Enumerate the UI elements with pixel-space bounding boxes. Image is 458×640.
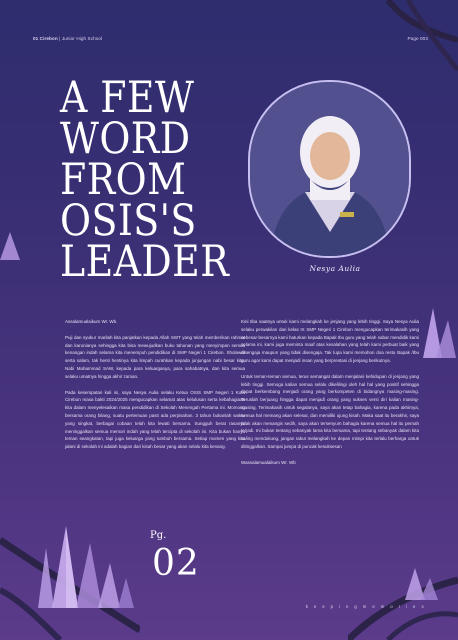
photo-caption: Nesya Aulia bbox=[309, 264, 361, 273]
header-separator: | bbox=[59, 36, 61, 41]
body-paragraph: Wassalamualaikum Wr. Wb bbox=[241, 459, 296, 465]
body-paragraph: Puji dan syukur marilah kita panjatkan kepada Allah SWT yang telah memberikan rahmat dan karunianya sehingga kita bisa mewujudkan buku tahunan yang menyimpan semua kenangan indah selama kita menempuh pendidikan di SMP Negeri 1 Cirebon. Sholawat serta salam, tak henti hentinya kita limpah curahkan kepada junjungan nabi besar kita, Nabi Muhammad SAW, kepada para keluarganya, para sahabatnya, dan kita semua selaku umatnya hingga akhir zaman. bbox=[65, 334, 245, 379]
title-line-1: A FEW bbox=[60, 73, 195, 123]
crystal-cluster-right-decoration bbox=[418, 298, 458, 358]
title-line-4: OSIS'S bbox=[60, 196, 197, 246]
header-school-name: Junior High School bbox=[61, 36, 103, 41]
body-paragraph: Kini tiba saatnya untuk kami melangkah ke jenjang yang lebih tinggi. Saya Nesya Aulia selaku perwakilan dari kelas IX SMP Negeri 1 Cirebon mengucapkan terimakasih yang sebesar-besarnya kami haturkan kepada Bapak Ibu guru yang telah sabar mendidik kami selama ini, kami juga meminta maaf atas kesalahan yang telah kami perbuat baik yang disengaja maupun yang tidak disengaja. Tak lupa kami memohon doa restu Bapak /Ibu guru agar kami dapat menjadi insan yang berprestasi di jenjang berikutnya. bbox=[241, 319, 419, 363]
leader-portrait bbox=[248, 80, 411, 258]
body-paragraph: Untuk teman-teman semua, terus semangat dalam menjalani kehidupan di jenjang yang lebih tinggi. Semoga kalian semua selalu dikelilingi oleh hal hal yang positif sehingga dapat berkembang menjadi orang yang berkompeten di bidangnya masing-masing. Teruslah berjuang hingga dapat menjadi orang yang sukses versi diri kalian masing-masing. Terimakasih untuk segalanya, saya akan tetap bahagia, karena pada akhirnya, semua hal memang akan selesai, dan memiliki ujung kisah. Maka saat itu berakhir, saya tidak akan menangis sedih, saya akan tersenyum bahagia karena semua hal itu pernah terjadi. Ini bukan tentang sebanyak lama kita bersama, tapi tentang sebanyak dalam kita saling mendukung, jangan takut melangkah ke depan mimpi kita terlalu berharga untuk ditinggalkan. Sampai jumpa di puncak kesuksesan bbox=[241, 373, 419, 449]
page-title bbox=[60, 73, 230, 287]
page-marker-label: Pg. bbox=[150, 530, 167, 541]
crystal-small-bottom-right-decoration bbox=[400, 560, 440, 600]
title-line-5: LEADER bbox=[60, 237, 230, 287]
footer-tagline: k e e p i n g m e m o r i e s bbox=[305, 604, 426, 609]
page-marker-number: 02 bbox=[152, 543, 200, 584]
portrait-illustration bbox=[250, 82, 409, 256]
header-school-info bbox=[33, 36, 102, 41]
body-left-column bbox=[65, 318, 245, 459]
branch-top-right-decoration bbox=[378, 0, 458, 90]
crystal-small-left-decoration bbox=[0, 230, 30, 260]
title-line-2: WORD bbox=[60, 114, 191, 164]
header-page-ref: Page 003 bbox=[407, 36, 428, 41]
title-line-3: FROM bbox=[60, 155, 187, 205]
body-paragraph: Pada kesempatan kali ini, saya Nesya Aulia selaku Ketua OSIS SMP Negeri 1 Kota Cirebon masa bakti 2024/2025 mengucapkan selamat atas kelulusan serta kebahagiaan kita dalam menyelesaikan masa pendidikan di Sekolah Menengah Pertama ini. Momong bersama orang bilang, suatu pertemuan pasti ada perpisahan. 3 tahun bukanlah waktu yang singkat, berbagai cobaan telah kita lewati bersama. Sungguh berat rasanya meninggalkan semua memori indah yang telah tercipta di sekolah ini. Kita bukan hanya teman seangkatan, tapi juga keluarga yang tumbuh bersama. Setiap momen yang kita jalani di sekolah ini adalah bagian dari kisah besar yang akan selalu kita kenang. bbox=[65, 389, 245, 450]
header-code: 01 Cirebon bbox=[33, 36, 58, 41]
body-paragraph: Assalamualaikum Wr. Wb. bbox=[65, 319, 118, 324]
body-right-column bbox=[241, 318, 419, 475]
crystal-cluster-bottom-left-decoration bbox=[28, 508, 138, 608]
